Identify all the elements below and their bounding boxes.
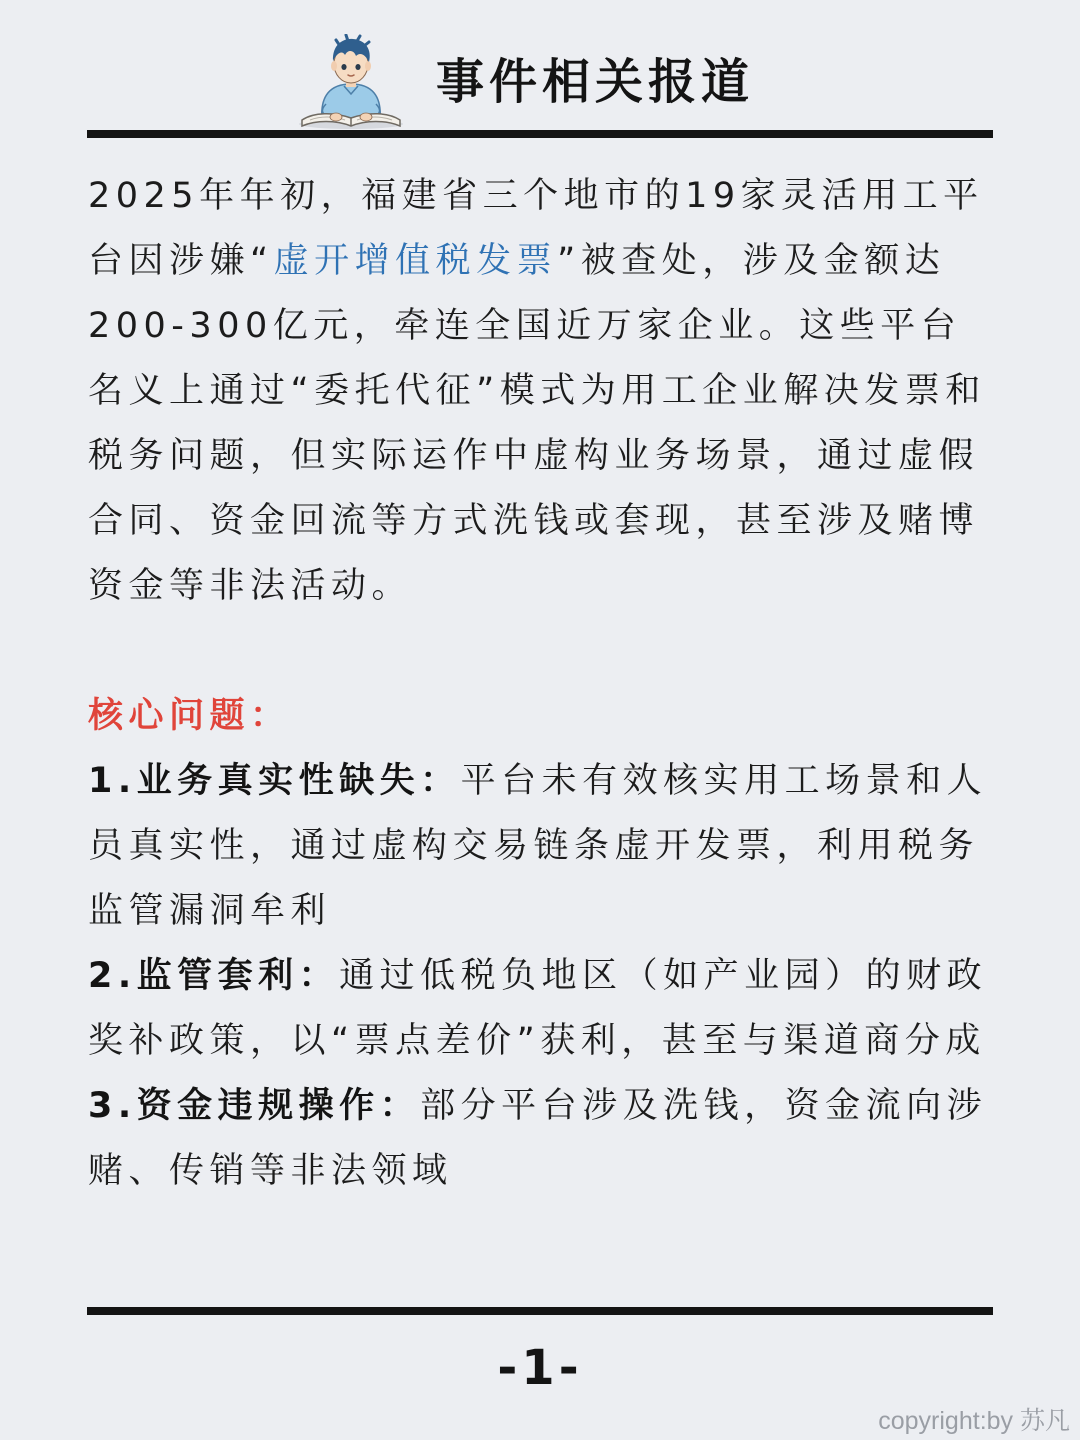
intro-text-after: ”被查处，涉及金额达200-300亿元，牵连全国近万家企业。这些平台名义上通过“委托代征”模式为用工企业解决发票和税务问题，但实际运作中虚构业务场景，通过虚假合同、资金回流等方式洗钱或套现，甚至涉及赌博资金等非法活动。 — [88, 241, 986, 606]
issue-text: 平台未有效核实用工场景和人员真实性，通过虚构交易链条虚开发票，利用税务监管漏洞牟利 — [88, 761, 988, 931]
core-issues-title: 核心问题： — [88, 696, 291, 736]
page-header — [0, 30, 1080, 130]
issue-label: 2.监管套利： — [88, 956, 340, 996]
list-item — [88, 944, 988, 1074]
issue-text: 部分平台涉及洗钱，资金流向涉赌、传销等非法领域 — [88, 1086, 988, 1191]
boy-reading-book-icon — [296, 34, 406, 130]
issue-text: 通过低税负地区（如产业园）的财政奖补政策，以“票点差价”获利，甚至与渠道商分成 — [88, 956, 988, 1061]
highlighted-term: 虚开增值税发票 — [273, 241, 558, 281]
intro-paragraph — [88, 164, 988, 619]
article-body — [88, 164, 988, 1204]
issue-label: 1.业务真实性缺失： — [88, 761, 461, 801]
intro-text-before: 2025年年初，福建省三个地市的19家灵活用工平台因涉嫌“ — [88, 176, 984, 281]
issue-label: 3.资金违规操作： — [88, 1086, 421, 1126]
section-spacer — [88, 619, 988, 684]
list-item — [88, 1074, 988, 1204]
page-number: -1- — [497, 1340, 583, 1396]
header-divider — [87, 130, 993, 138]
list-item — [88, 749, 988, 944]
page-title: 事件相关报道 — [436, 54, 755, 110]
footer-divider — [87, 1307, 993, 1315]
intro-section — [88, 164, 988, 619]
copyright-watermark: copyright:by 苏凡 — [878, 1407, 1070, 1435]
